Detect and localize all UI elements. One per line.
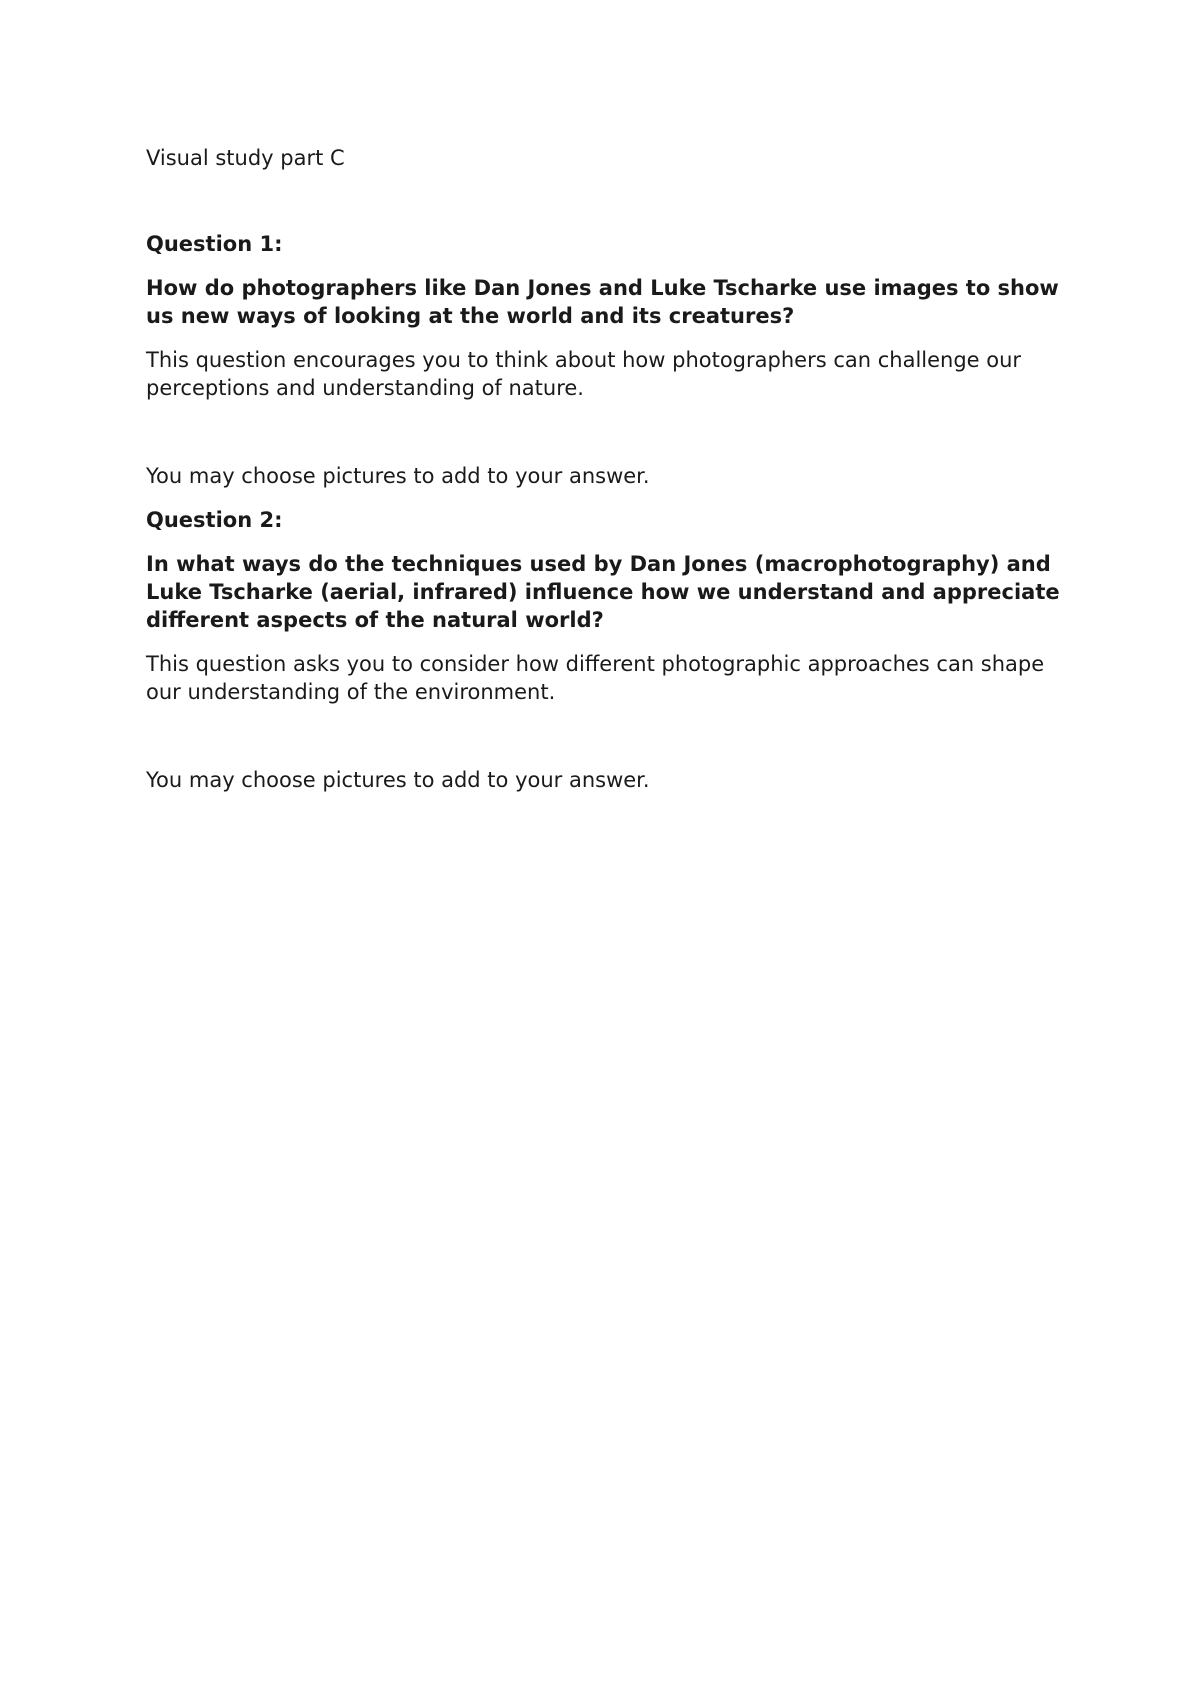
- question-2-text: In what ways do the techniques used by Dan Jones (macrophotography) and Luke Tscharke (aerial, infrared) influence how we understand and appreciate different aspects of the natural world?: [146, 552, 1060, 632]
- document-body: [146, 144, 1076, 794]
- question-1-note: This question encourages you to think about how photographers can challenge our perceptions and understanding of nature.: [146, 348, 1022, 400]
- question-1-text: How do photographers like Dan Jones and Luke Tscharke use images to show us new ways of looking at the world and its creatures?: [146, 276, 1059, 328]
- document-title: Visual study part C: [146, 146, 345, 170]
- question-2-heading: Question 2:: [146, 508, 283, 532]
- question-1-footer: You may choose pictures to add to your answer.: [146, 464, 650, 488]
- question-1-heading: Question 1:: [146, 232, 283, 256]
- question-2-note: This question asks you to consider how different photographic approaches can shape our understanding of the environment.: [146, 652, 1045, 704]
- question-1-section: [146, 230, 1076, 506]
- question-2-footer: You may choose pictures to add to your answer.: [146, 768, 650, 792]
- question-2-section: [146, 506, 1076, 794]
